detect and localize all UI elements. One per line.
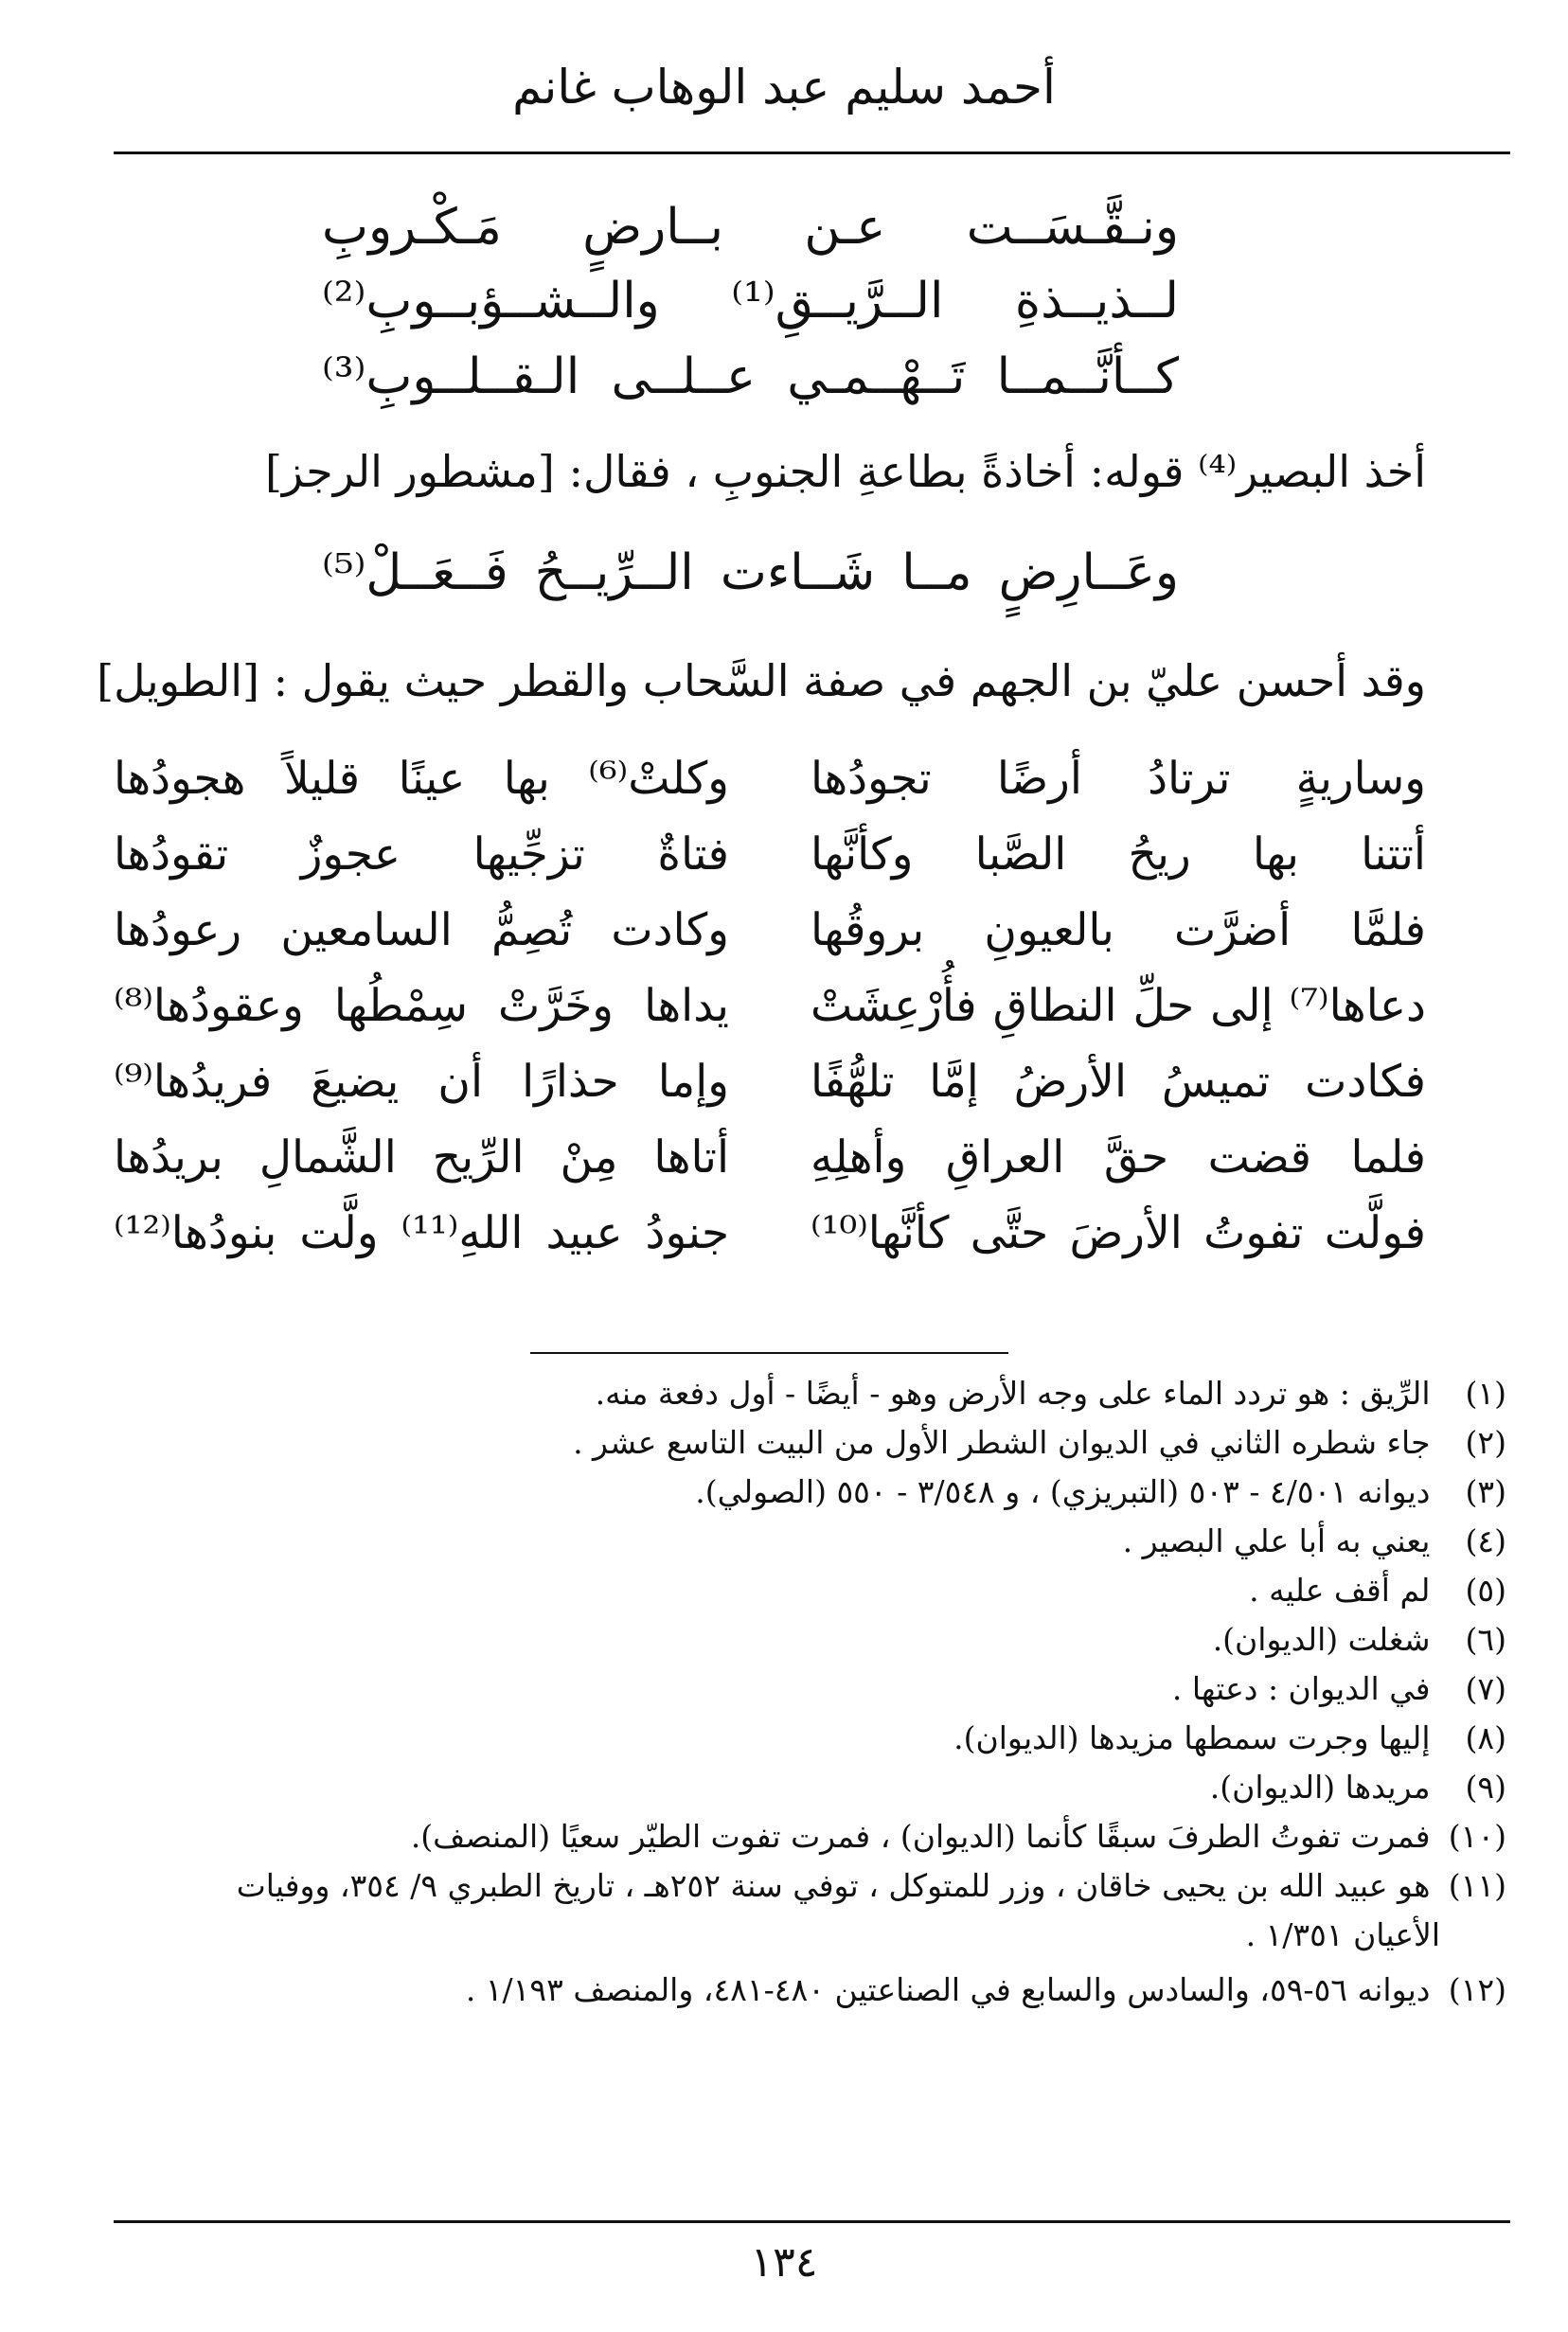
footnote-11 [237,1863,1506,1909]
mashtur-verse: وعَــارِضٍ مــا شَــاءت الــرِّيــحُ فَــعَــلْ⁽⁵⁾ [322,544,1179,601]
footnote-number: (٤) [1465,1522,1506,1559]
footnote-5 [1249,1568,1506,1613]
couplet-1-right: وساريةٍ ترتادُ أرضًا تجودُها [811,753,1426,805]
header-rule [114,151,1510,154]
footnote-11-continued [1246,1913,1440,1958]
footnote-text: الرِّيق : هو تردد الماء على وجه الأرض وهو - أيضًا - أول دفعة منه. [595,1375,1431,1412]
couplet-2-right: أتتنا بها ريحُ الصَّبا وكأنَّها [811,828,1426,881]
footnote-1 [596,1371,1506,1416]
couplet-4-left: يداها وخَرَّتْ سِمْطُها وعقودُها⁽⁸⁾ [114,980,729,1032]
footnote-rule [530,1352,1008,1354]
footnote-text: هو عبيد الله بن يحيى خاقان ، وزر للمتوكل ، توفي سنة ٢٥٢هـ ، تاريخ الطبري ٩/ ٣٥٤، ووفيات [236,1867,1431,1904]
couplet-3-right: فلمَّا أضرَّت بالعيونِ بروقُها [811,904,1426,956]
footnote-4 [1123,1519,1506,1564]
footnote-number: (٦) [1465,1621,1506,1658]
couplet-4-right: دعاها⁽⁷⁾ إلى حلِّ النطاقِ فأُرْعِشَتْ [811,980,1426,1032]
footnote-text: جاء شطره الثاني في الديوان الشطر الأول من البيت التاسع عشر . [573,1424,1431,1461]
couplet-7-right: فولَّت تفوتُ الأرضَ حتَّى كأنَّها⁽¹⁰⁾ [811,1207,1426,1259]
page-number: ١٣٤ [750,2238,818,2287]
couplet-3-left: وكادت تُصِمُّ السامعين رعودُها [114,904,729,956]
footer-rule [114,2220,1510,2223]
footnote-number: (٨) [1465,1719,1506,1756]
footnote-number: (٧) [1465,1670,1506,1707]
opening-verse-1: ونـقَّـسَــت عـن بــارضٍ مَـكْـروبِ [322,199,1179,256]
footnote-number: (١) [1465,1375,1506,1412]
footnote-12 [466,1967,1506,2013]
footnote-number: (٩) [1465,1769,1506,1806]
footnote-text: في الديوان : دعتها . [1171,1670,1431,1707]
footnote-text: ديوانه ٥٦-٥٩، والسادس والسابع في الصناعتين ٤٨٠-٤٨١، والمنصف ١/١٩٣ . [465,1971,1431,2008]
footnote-9 [1210,1765,1506,1810]
footnote-3 [695,1469,1506,1515]
footnote-text: ديوانه ٤/٥٠١ - ٥٠٣ (التبريزي) ، و ٣/٥٤٨ - ٥٥٠ (الصولي). [695,1473,1431,1510]
footnote-text: لم أقف عليه . [1249,1572,1431,1609]
couplet-1-left: وكلتْ⁽⁶⁾ بها عينًا قليلاً هجودُها [114,753,729,805]
footnote-6 [1213,1617,1506,1663]
couplet-6-right: فلما قضت حقَّ العراقِ وأهلِهِ [811,1131,1426,1184]
opening-verse-2: لــذيــذةِ الــرَّيــقِ⁽¹⁾ والــشــؤبــوبِ⁽²⁾ [322,273,1179,329]
footnote-text: مريدها (الديوان). [1209,1769,1431,1806]
footnote-10 [411,1814,1506,1860]
couplet-6-left: أتاها مِنْ الرِّيح الشَّمالِ بريدُها [114,1131,729,1184]
footnote-text: شغلت (الديوان). [1212,1621,1431,1658]
footnote-8 [953,1716,1506,1761]
footnote-number: (٢) [1465,1424,1506,1461]
footnote-text: الأعيان ١/٣٥١ . [1245,1916,1440,1953]
footnote-text: إليها وجرت سمطها مزيدها (الديوان). [953,1719,1431,1756]
footnote-text: فمرت تفوتُ الطرفَ سبقًا كأنما (الديوان) ، فمرت تفوت الطيّر سعيًا (المنصف). [410,1818,1431,1855]
footnote-2 [573,1420,1506,1466]
footnote-7 [1172,1666,1506,1712]
footnote-text: يعني به أبا علي البصير . [1122,1522,1431,1559]
couplet-2-left: فتاةٌ تزجِّيها عجوزٌ تقودُها [114,828,729,881]
running-head: أحمد سليم عبد الوهاب غانم [512,60,1056,115]
footnote-number: (٥) [1465,1572,1506,1609]
couplet-5-right: فكادت تميسُ الأرضُ إمَّا تلهُّفًا [811,1056,1426,1108]
opening-verse-3: كــأنَّــمــا تَــهْــمـي عــلــى الـقــلــوبِ⁽³⁾ [322,348,1179,405]
footnote-number: (١٢) [1448,1971,1506,2008]
couplet-5-left: وإما حذارًا أن يضيعَ فريدُها⁽⁹⁾ [114,1056,729,1108]
prose-paragraph-2: وقد أحسن عليّ بن الجهم في صفة السَّحاب والقطر حيث يقول : [الطويل] [97,655,1426,706]
footnote-number: (٣) [1465,1473,1506,1510]
couplet-7-left: جنودُ عبيد اللهِ⁽¹¹⁾ ولَّت بنودُها⁽¹²⁾ [114,1207,729,1259]
footnote-number: (١٠) [1448,1818,1506,1855]
footnote-number: (١١) [1448,1867,1506,1904]
prose-paragraph-1: أخذ البصير⁽⁴⁾ قوله: أخاذةً بطاعةِ الجنوبِ ، فقال: [مشطور الرجز] [264,446,1426,497]
